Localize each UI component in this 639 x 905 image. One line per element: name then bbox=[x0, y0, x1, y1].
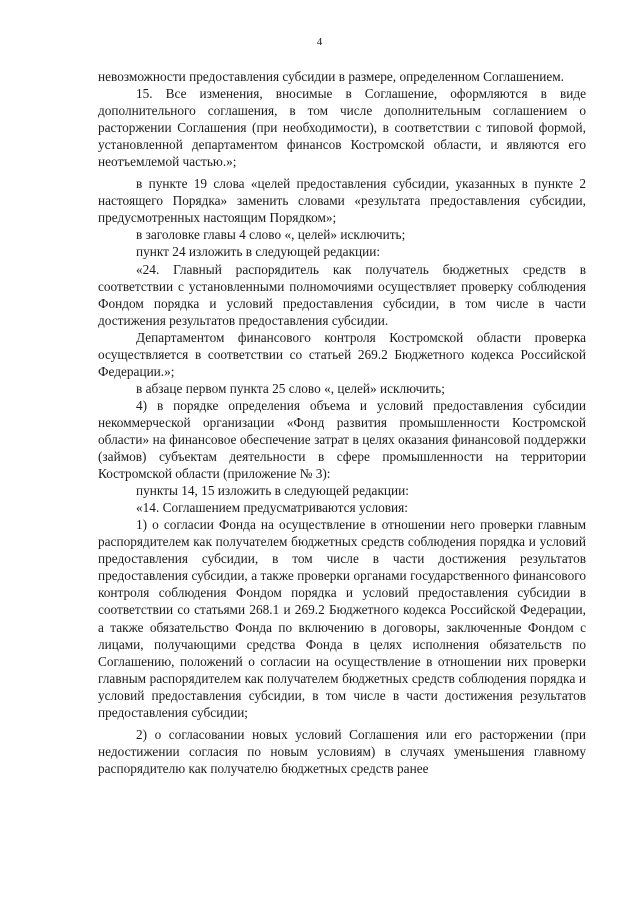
paragraph: пункты 14, 15 изложить в следующей редакции: bbox=[136, 483, 409, 499]
paragraph: в абзаце первом пункта 25 слово «, целей» исключить; bbox=[136, 380, 445, 396]
paragraph: 15. Все изменения, вносимые в Соглашение, оформляются в виде дополнительного соглашения, в том числе дополнительным соглашением о расторжении Соглашения (при необходимости), в соответствии с типовой формой, установленной департаментом финансов Костромской области, и являются его неотъемлемой частью.»; bbox=[98, 86, 586, 170]
paragraph: 4) в порядке определения объема и условий предоставления субсидии некоммерческой организации «Фонд развития промышленности Костромской области» на финансовое обеспечение затрат в целях оказания финансовой поддержки (займов) субъектам деятельности в сфере промышленности на территории Костромской области (приложение № 3): bbox=[98, 397, 586, 482]
paragraph: «24. Главный распорядитель как получатель бюджетных средств в соответствии с установленными полномочиями осуществляет проверку соблюдения Фондом порядка и условий предоставления субсидии, в том числе в части достижения результатов предоставления субсидии. bbox=[98, 261, 586, 328]
paragraph: Департаментом финансового контроля Костромской области проверка осуществляется в соответствии со статьей 269.2 Бюджетного кодекса Российской Федерации.»; bbox=[98, 329, 586, 379]
paragraph: невозможности предоставления субсидии в размере, определенном Соглашением. bbox=[98, 69, 565, 84]
paragraph: в заголовке главы 4 слово «, целей» исключить; bbox=[136, 227, 406, 243]
page-number: 4 bbox=[316, 36, 323, 48]
paragraph: 1) о согласии Фонда на осуществление в отношении него проверки главным распорядителем как получателем бюджетных средств соблюдения порядка и условий предоставления субсидии, в том числе в части достижения результатов предоставления субсидии, а также проверки органами государственного финансового контроля соблюдения Фондом порядка и условий предоставления субсидии в соответствии со статьями 268.1 и 269.2 Бюджетного кодекса Российской Федерации, а также обязательство Фонда по включению в договоры, заключенные Фондом с лицами, получающими средства Фонда в целях исполнения обязательств по Соглашению, положений о согласии на осуществление в отношении них проверки главным распорядителем как получателем бюджетных средств соблюдения порядка и условий предоставления субсидии, в том числе в части достижения результатов предоставления субсидии; bbox=[98, 517, 586, 720]
document-body bbox=[98, 68, 586, 777]
paragraph: пункт 24 изложить в следующей редакции: bbox=[136, 244, 381, 260]
paragraph: в пункте 19 слова «целей предоставления субсидии, указанных в пункте 2 настоящего Порядка» заменить словами «результата предоставления субсидии, предусмотренных настоящим Порядком»; bbox=[98, 176, 586, 226]
paragraph: «14. Соглашением предусматриваются условия: bbox=[136, 500, 408, 516]
paragraph: 2) о согласовании новых условий Соглашения или его расторжении (при недостижении согласия по новым условиям) в случаях уменьшения главному распорядителю как получателю бюджетных средств ранее bbox=[98, 726, 586, 776]
